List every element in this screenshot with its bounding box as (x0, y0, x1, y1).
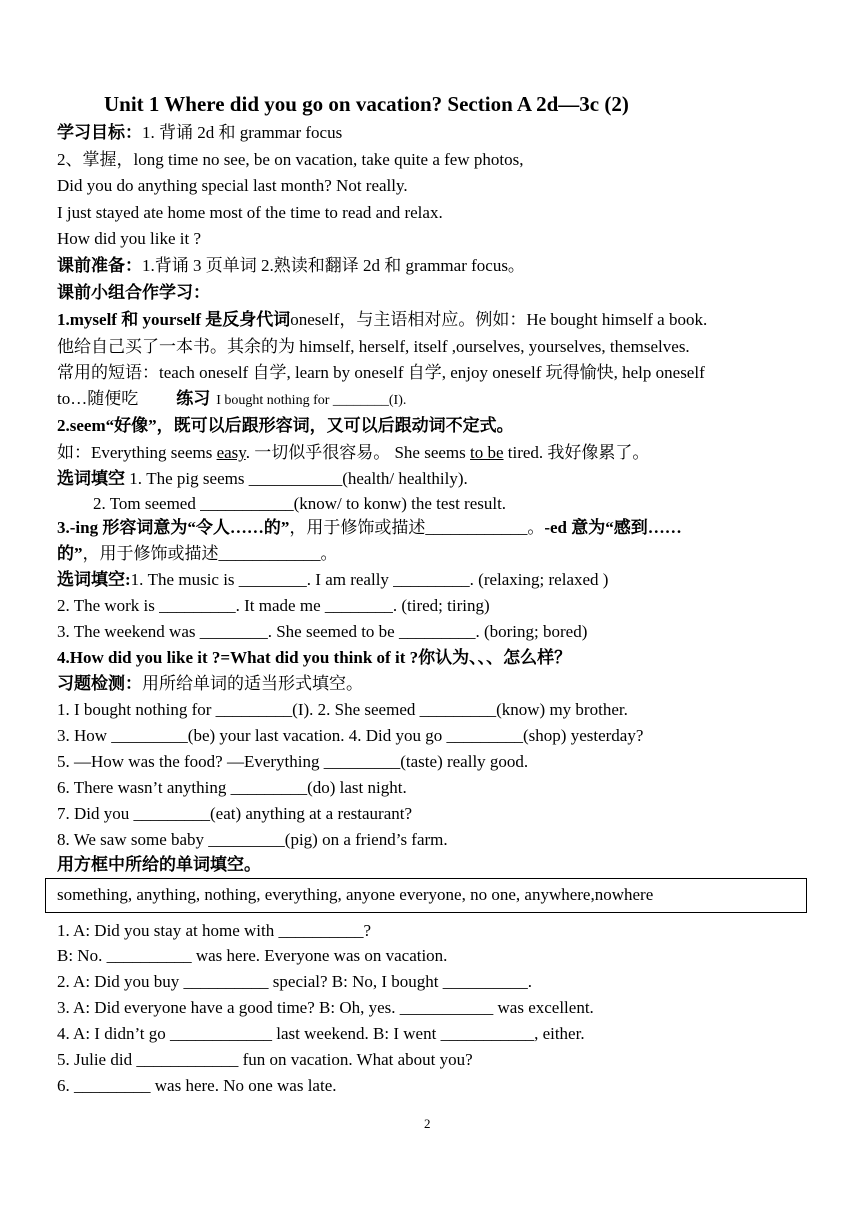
objectives-label: 学习目标： (57, 123, 142, 142)
point2-fill-2: 2. Tom seemed ___________(know/ to konw) the test result. (93, 494, 507, 513)
point1-line-1 (57, 309, 707, 331)
exercise-instruction: 用所给单词的适当形式填空。 (142, 674, 363, 693)
fill-label-2: 选词填空: (57, 570, 131, 589)
point3-ed-text: ，用于修饰或描述____________。 (82, 544, 338, 563)
fill-label: 选词填空 (57, 469, 125, 488)
box-q2: 2. A: Did you buy __________ special? B: No, I bought __________. (57, 972, 533, 991)
point3-line-2 (57, 543, 338, 565)
example-underline-easy: easy (216, 443, 246, 462)
box-q1b: B: No. __________ was here. Everyone was on vacation. (57, 946, 448, 965)
group-study-heading: 课前小组合作学习： (57, 283, 210, 302)
objectives-text-1: 1. 背诵 2d 和 grammar focus (142, 123, 343, 142)
point3-ed-head-cont: 的” (57, 544, 83, 563)
objectives-line-4: I just stayed ate home most of the time to read and relax. (57, 203, 443, 222)
box-q6: 6. _________ was here. No one was late. (57, 1076, 337, 1095)
word-box (45, 878, 807, 913)
point3-fill-2: 2. The work is _________. It made me ________. (tired; tiring) (57, 596, 490, 615)
example-underline-to-be: to be (470, 443, 504, 462)
prep-line (57, 255, 525, 277)
point4-heading: 4.How did you like it ?=What did you think of it ?你认为、、、怎么样？ (57, 648, 572, 667)
example-text-b: . 一切似乎很容易。 She seems (245, 443, 470, 462)
page-title: Unit 1 Where did you go on vacation? Section A 2d—3c (2) (104, 92, 629, 116)
example-text-c: tired. 我好像累了。 (503, 443, 650, 462)
point1-line-4 (57, 388, 406, 412)
exercise-q6: 6. There wasn’t anything _________(do) last night. (57, 778, 407, 797)
exercise-q7: 7. Did you _________(eat) anything at a restaurant? (57, 804, 413, 823)
exercise-q1-q2: 1. I bought nothing for _________(I). 2. She seemed _________(know) my brother. (57, 700, 628, 719)
prep-label: 课前准备： (57, 256, 142, 275)
page-number: 2 (424, 1116, 431, 1131)
fill-question-1: 1. The pig seems ___________(health/ healthily). (125, 469, 468, 488)
point3-ing-head: 3.-ing 形容词意为“令人……的” (57, 518, 290, 537)
point3-question-1: 1. The music is ________. I am really _________. (relaxing; relaxed ) (130, 570, 609, 589)
exercise-heading (57, 673, 363, 695)
objectives-line-3: Did you do anything special last month? Not really. (57, 176, 408, 195)
point3-fill-1 (57, 569, 608, 591)
objectives-line-5: How did you like it ? (57, 229, 202, 248)
example-text-a: 如：Everything seems (57, 443, 217, 462)
objectives-line-2: 2、掌握，long time no see, be on vacation, take quite a few photos, (57, 150, 524, 169)
exercise-q8: 8. We saw some baby _________(pig) on a friend’s farm. (57, 830, 448, 849)
point2-heading: 2.seem“好像”，既可以后跟形容词，又可以后跟动词不定式。 (57, 416, 514, 435)
prep-text: 1.背诵 3 页单词 2.熟读和翻译 2d 和 grammar focus。 (142, 256, 525, 275)
point3-ed-head: -ed 意为“感到…… (544, 518, 682, 537)
practice-label: 练习 (176, 389, 211, 408)
point1-head: 1.myself 和 yourself 是反身代词 (57, 310, 291, 329)
exercise-label: 习题检测： (57, 674, 142, 693)
objectives-line-1 (57, 122, 342, 144)
exercise-q3-q4: 3. How _________(be) your last vacation. 4. Did you go _________(shop) yesterday? (57, 726, 644, 745)
point2-fill-1 (57, 468, 468, 490)
box-q4: 4. A: I didn’t go ____________ last weekend. B: I went ___________, either. (57, 1024, 585, 1043)
point3-fill-3: 3. The weekend was ________. She seemed to be _________. (boring; bored) (57, 622, 588, 641)
point1-text: oneself，与主语相对应。例如：He bought himself a book. (290, 310, 708, 329)
point1-phrase: to…随便吃 (57, 389, 139, 408)
box-section-heading: 用方框中所给的单词填空。 (57, 855, 261, 874)
point1-line-2: 他给自己买了一本书。其余的为 himself, herself, itself ,ourselves, yourselves, themselves. (57, 337, 690, 356)
point2-example (57, 442, 649, 464)
box-q5: 5. Julie did ____________ fun on vacation. What about you? (57, 1050, 473, 1069)
box-q1a: 1. A: Did you stay at home with __________? (57, 921, 372, 940)
exercise-q5: 5. —How was the food? —Everything _________(taste) really good. (57, 752, 529, 771)
practice-question: I bought nothing for ________(I). (216, 393, 407, 408)
point3-line-1 (57, 517, 682, 539)
box-q3: 3. A: Did everyone have a good time? B: Oh, yes. ___________ was excellent. (57, 998, 594, 1017)
point3-ing-text: ，用于修饰或描述____________。 (289, 518, 545, 537)
word-box-list: something, anything, nothing, everything, anyone everyone, no one, anywhere,nowhere (57, 885, 654, 904)
point1-line-3: 常用的短语：teach oneself 自学, learn by oneself 自学, enjoy oneself 玩得愉快, help oneself (57, 363, 705, 382)
